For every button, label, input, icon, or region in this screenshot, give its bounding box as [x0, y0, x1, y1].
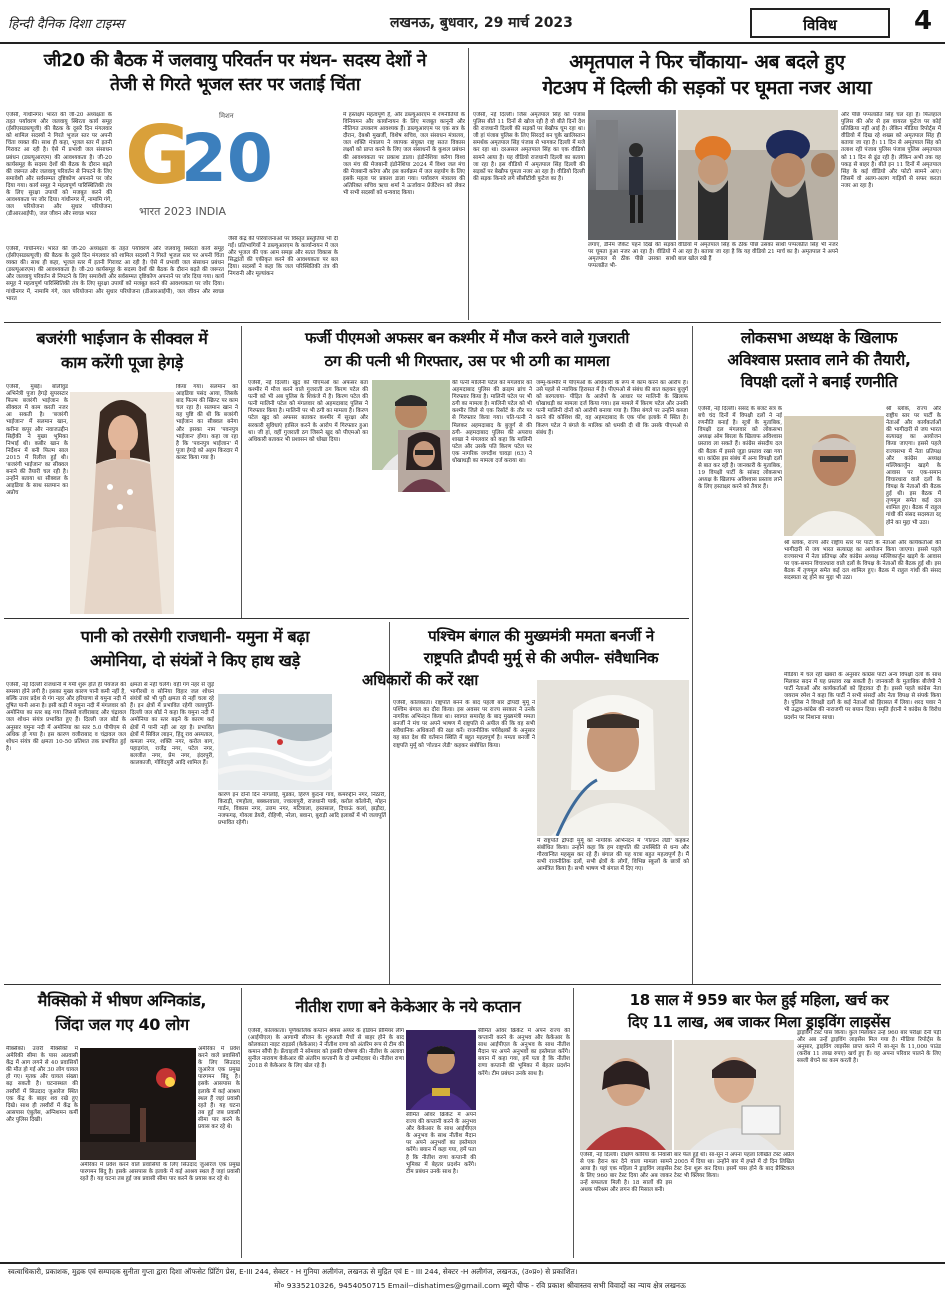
nitish-rana-photo [406, 1030, 476, 1110]
amritpal-body-col-3: वीडियो में अमृतपाल सिंह के ठीक पीछे उसका साथी पप्पलप्रीत सिंह भी नजर आ रहा है। बताया जा रहा है कि यह वीडियो 21 मार्च का है। अमृतपाल ने अपने बाल खोल रखे हैं [678, 242, 838, 263]
g20-body-col-3: में हस्तक्षेप महत्वपूर्ण हैं, और डब्ल्यूआरएम में रणनीतियों के विनियमन और कार्यान्वयन के लिए मजबूत कानूनी और नीतिगत उपकरण आवश्यक हैं। डब्ल्यूआरएम पर एक सत्र के दौरान, देबश्री मुखर्जी, विशेष सचिव, जल संसाधन मंत्रालय, जल शक्ति मंत्रालय ने व्यापक संयुक्त राष्ट्र सतत विकास लक्ष्यों को प्राप्त करने के लिए जल संसाधनों के कुशल प्रबंधन की आवश्यकता पर प्रकाश डाला। इंडोनेशिया करेगा विश्व जल मंच की मेजबानी इंडोनेशिया 2024 में विश्व जल मंच की मेजबानी करेगा और इस कार्यक्रम में जल सहयोग के लिए इसके महत्व पर प्रकाश डाला गया। पर्यावरण मंत्रालय की अतिरिक्त सचिव ऋचा शर्मा ने ऊर्जावान प्रेजेंटेशन को लेकर भी सभी सदस्यों को धन्यवाद किया। [343, 112, 465, 197]
column-rule [468, 48, 469, 320]
bajrangi-body-col-2: किया गया। सलमान को आइडिया पसंद आया, जिसके बाद फिल्म की स्क्रिप्ट पर काम चल रहा है। सलमान खान ने यह पुष्टि की थी कि बजरंगी भाईजान का सीक्वल बनेगा और इसका नाम 'पवनपुत्र भाईजान' होगा। कहा जा रहा है कि 'पवनपुत्र भाईजान' में पूजा हेगड़े को अहम किरदार में कास्ट किया गया है। [176, 384, 238, 461]
cha-sa-soon-photo-2 [674, 1040, 794, 1150]
loksabha-body-col-2-top: श्री ब्लॉक, राज्य और राष्ट्रीय स्तर पर पार्टी के नेताओं और कार्यकर्ताओं की भागीदारी से जय भारत सत्याग्रह का आयोजन किया जाएगा। इससे पहले राज्यसभा में नेता प्रतिपक्ष और कांग्रेस अध्यक्ष मल्लिकार्जुन खड़गे के आवास पर एक-समान विचारधारा वाले दलों के विपक्ष के नेताओं की बैठक हुई थी। इस बैठक में तृणमूल समेत कई दल शामिल हुए। बैठक में राहुल गांधी की संसद सदस्यता रद्द होने का मुद्दा भी उठा। [886, 406, 941, 526]
section-rule [4, 618, 689, 619]
amritpal-headline-line-1: अमृतपाल ने फिर चौंकाया- अब बदले हुए [569, 51, 845, 73]
mexico-headline-line-1: मैक्सिको में भीषण अग्निकांड, [37, 991, 207, 1010]
page-number: 4 [913, 6, 933, 36]
license-body-col-2: बार फेल हुई थी। सा-सून ने अपना पहला लिखित टेस्ट अप्रैल 2005 में दिया था। उन्होंने बार में हफ्ते में दो दिन लिखित टेस्ट देना शुरू कर दिया। इसमें पास होने के बाद प्रैक्टिकल टेस्ट भी क्लियर किया। [674, 1152, 794, 1180]
mamata-headline-line-3: अधिकारों की करें रक्षा [362, 671, 478, 689]
loksabha-headline-line-1: लोकसभा अध्यक्ष के खिलाफ [740, 329, 898, 347]
license-body-col-1: एजेंसी, नई दिल्ली। दक्षिण कोरिया के निवासी से एक हैरान कर देने वाला मामला सामने आया है। यहां एक महिला ने ड्राइविंग लाइसेंस के लिए 960 बार टेस्ट दिया और अब जाकर उन्हें सफलता मिली है। 18 सालों की इस अथक परिश्रम और लगन की मिसाल बनी। [580, 1152, 672, 1194]
pmo-headline-line-2: ठग की पत्नी भी गिरफ्तार, उस पर भी ठगी का मामला [324, 352, 610, 370]
mamata-body-col-1: एजेंसी, कोलकाता। राष्ट्रपति बनने के बाद पहली बार द्रौपदी मुर्मू ने पश्चिम बंगाल का दौरा किया। इस अवसर पर राज्य सरकार ने उनके नागरिक अभिनंदन किया था। स्वागत समारोह के बाद मुख्यमंत्री ममता बनर्जी ने मंच पर अपने भाषण में राष्ट्रपति से अपील की कि वह सभी संवैधानिक अधिकारों की रक्षा करें। राजनीतिक पर्यवेक्षकों के अनुसार यह बात देश की वर्तमान स्थिति में बहुत महत्वपूर्ण है। ममता बनर्जी ने राष्ट्रपति मुर्मू को 'गोल्डन लेडी' कहकर संबोधित किया। [393, 700, 535, 749]
column-rule [241, 988, 242, 1258]
pooja-hegde-photo [70, 392, 174, 614]
mexico-fire-photo [80, 1048, 196, 1160]
loksabha-headline-line-3: विपक्षी दलों ने बनाई रणनीति [740, 373, 898, 391]
bajrangi-headline-line-1: बजरंगी भाईजान के सीक्वल में [36, 329, 208, 348]
g20-body-col-1b: एजेंसी, गांधीनगर। भारत की जी-20 अध्यक्षता के तहत पर्यावरण और जलवायु स्थिरता कार्य समूह (ईसीएसडब्ल्यूजी) की बैठक के दूसरे दिन मंगलवार को शामिल सदस्यों ने गिरते भूजल स्तर पर अपनी चिंता व्यक्त की। साथ ही कहा, भूजल स्तर में इतनी गिरावट आ रही है। ऐसे में प्रभावी जल संसाधन प्रबंधन (डब्ल्यूआरएम) की आवश्यकता है। जी-20 कार्यसमूह के सदस्य देशों की बैठक के दौरान बढ़ते की जरूरत और जलवायु परिवर्तन से निपटने के लिए समावेशी और सर्वसम्मत दृष्टिकोण अपनाने पर जोर दिया गया। कार्य समूह ने महत्वपूर्ण पारिस्थितिकी तंत्र के लिए सुरक्षा उपायों को मजबूत करने की आवश्यकता पर जोर दिया। गांधीनगर में, नामामि गंगे, जल परियोजना और सुधार परियोजना (डीआरआईपी), जल जीवन और स्वच्छ भारत [6, 246, 224, 302]
loksabha-body-col-2: श्री ब्लॉक, राज्य और राष्ट्रीय स्तर पर पार्टी के नेताओं और कार्यकर्ताओं की भागीदारी से जय भारत सत्याग्रह का आयोजन किया जाएगा। इससे पहले राज्यसभा में नेता प्रतिपक्ष और कांग्रेस अध्यक्ष मल्लिकार्जुन खड़गे के आवास पर एक-समान विचारधारा वाले दलों के विपक्ष के नेताओं की बैठक हुई थी। इस बैठक में तृणमूल समेत कई दल शामिल हुए। बैठक में राहुल गांधी की संसद सदस्यता रद्द होने का मुद्दा भी उठा। [784, 540, 941, 582]
amritpal-headline-line-2: गेटअप में दिल्ली की सड़कों पर घूमता नजर आया [542, 77, 872, 99]
pmo-body-col-3: जम्मू-कश्मीर में पीएमओ के अधिकारी के रूप में काम करने का आरोप है। उसे पहले से न्यायिक हिरासत में है। पीएमओ से संबंध की बात कहकर बुजुर्ग को बरगलाया- पीड़ित के आरोपों के आधार पर मालिनी के खिलाफ धोखाधड़ी का मामला दर्ज किया गया। इस मामले में किरण पटेल और उनकी पत्नी मालिनी दोनों को आरोपी बनाया गया है। जिस बंगले पर उन्होंने कब्जा करने की कोशिश की, वह अहमदाबाद के एक पॉश इलाके में स्थित है। किरण पटेल ने बंगले के मालिक को धमकी दी थी कि उसके पीएमओ से संबंध हैं। [536, 380, 688, 436]
g20-logo [119, 109, 273, 230]
yamuna-body-col-2: क्षमता से नहीं चलेंगे। वहीं गंग नहर से जुड़े भागीरथी व सोनिया विहार जल शोधन संयंत्रों को भी पूरी क्षमता से नहीं चला रहे हैं। इन क्षेत्रों में प्रभावित रहेगी जलापूर्ति- दिल्ली जल बोर्ड ने कहा कि यमुना नदी में अमोनिया का स्तर बढ़ने के कारण कई क्षेत्रों में पानी नहीं आ रहा है। प्रभावित क्षेत्रों में सिविल लाइन, हिंदू राव अस्पताल, कमला नगर, शक्ति नगर, करोल बाग, पहाड़गंज, राजेंद्र नगर, पटेल नगर, बलजीत नगर, प्रेम नगर, इंदरपुरी, कालकाजी, गोविंदपुरी आदि शामिल हैं। [130, 682, 214, 767]
om-birla-photo [784, 416, 884, 536]
bajrangi-body-col-1: एजेंसी, मुंबई। बॉलीवुड अभिनेत्री पूजा हेगड़े सुपरस्टार फिल्म बजरंगी भाईजान के सीक्वल में काम करती नजर आ सकती है। 'बजरंगी भाईजान' में सलमान खान, करीना कपूर और नवाजउद्दीन सिद्दीकी ने मुख्य भूमिका निभाई थी। कबीर खान के निर्देशन में बनी फिल्म साल 2015 में रिलीज हुई थी। 'बजरंगी भाईजान' का सीक्वल बनाने की तैयारी चल रही है। उन्होंने बताया था सीक्वल के आइडिया के साथ सलमान का अप्रोच [6, 384, 68, 497]
g20-logo-mission-text: मिशन [219, 112, 234, 120]
masthead [0, 0, 945, 44]
bajrangi-headline-line-2: काम करेंगी पूजा हेगड़े [61, 353, 183, 372]
license-body-col-3: ड्राइविंग टेस्ट पास किया। कुल मिलाकर उन्हें 960 बार परीक्षा देनी पड़ी और अब उन्हें ड्राइविंग लाइसेंस मिल गया है। मीडिया रिपोर्ट्स के अनुसार, ड्राइविंग लाइसेंस प्राप्त करने में सा-सून के 11,000 पाउंड (करीब 11 लाख रुपए) खर्च हुए हैं। वह अपना परिवार पालने के लिए सब्जी बेचने का काम करती है। [797, 1030, 941, 1065]
mexico-body-col-1: मैक्सिको। उत्तरी मैक्सिको में अमेरिकी सीमा के पास अप्रवासी केंद्र में आग लगने से 40 प्रवासियों की मौत हो गई और 30 लोग घायल हो गए। मृतक और घायल संख्या बढ़ सकती है। घटनास्थल की तस्वीरों में सिउदाद जुआरेज स्थित एक केंद्र के बाहर शव रखे हुए दिखे। साथ ही तस्वीरों में केंद्र के आसपास एंबुलेंस, अग्निशमन कर्मी और पुलिस दिखी। [6, 1046, 78, 1123]
amritpal-body-col-4: और पीछे पप्पलप्रीत सिंह चल रहा है। फिलहाल पुलिस की ओर से इस वायरल फुटेज पर कोई प्रतिक्रिया नहीं आई है। लेकिन मीडिया रिपोर्ट्स में वीडियो में दिख रहे शख्स को अमृतपाल सिंह ही बताया जा रहा है। 11 दिन से अमृतपाल सिंह को तलाश रही पंजाब पुलिस पंजाब पुलिस अमृतपाल को 11 दिन से ढूंढ रही है। लेकिन अभी तक वह पकड़ से बाहर है। बीते इन 11 दिनों में अमृतपाल सिंह के कई वीडियो और फोटो सामने आए। जिसमें वो अलग-अलग गाड़ियों से सफर करता नजर आ रहा है। [841, 112, 941, 189]
nitish-body-col-2a: सीमित ओवर क्रिकेट में अपने राज्य की कप्तानी करने के अनुभव और केकेआर के साथ आईपीएल के अनुभव के साथ नीतीश मैदान पर अपने अनुभवों का इस्तेमाल करेंगे। बयान में कहा गया, हमें पता है कि नीतीश राणा कप्तानी की भूमिका में बेहतर प्रदर्शन करेंगे। टीम प्रबंधन उनके साथ है। [406, 1112, 476, 1175]
mamata-body-col-2: में राष्ट्रपति द्रौपदी मुर्मू को नागरिक अभिनंदन में 'गोल्डन लेडी' कहकर संबोधित किया। उन्होंने कहा कि हम राष्ट्रपति की उपस्थिति से धन्य और गौरवान्वित महसूस कर रहे हैं। बंगाल की यह यात्रा बहुत महत्वपूर्ण है। मैं सभी राजनीतिक दलों, सभी क्षेत्रों के लोगों, विभिन्न स्कूलों के छात्रों को आमंत्रित किया है। सभी भाषण भी बंगाल में दिए गए। [537, 838, 689, 873]
newspaper-name: हिन्दी दैनिक दिशा टाइम्स [8, 17, 125, 32]
mexico-headline-line-2: जिंदा जल गए 40 लोग [55, 1015, 189, 1034]
loksabha-body-col-3: मीडिया में चल रही खबरों के अनुसार कांग्रेस पार्टी अन्य विपक्षी दलों के साथ मिलकर सदन में यह प्रस्ताव रख सकती है। जानकारी के मुताबिक बीजेपी ने पार्टी नेताओं और कार्यकर्ताओं को हिदायत दी है। इससे पहले कांग्रेस नेता जयराम रमेश ने कहा कि पार्टी ने सभी संसदों और नेता विपक्ष से संपर्क किया है। पुलिस ने विपक्षी दलों के कई नेताओं को हिरासत में लिया। शरद पवार ने भी उद्धव-कांग्रेस की नाराजगी पर बयान दिया। स्मृति ईरानी ने कांग्रेस के विरोध प्रदर्शन पर निशाना साधा। [784, 672, 941, 721]
g20-body-col-2: जैसी केंद्र की परियोजनाओं पर विस्तृत प्रस्तुतियां भी दी गईं। प्रतिभागियों ने डब्ल्यूआरएम के कार्यान्वयन में जल और भूजल की एक आम समझ और सतत विकास के सिद्धांतों की एकीकृत करने की आवश्यकता पर बल दिया। सदस्यों ने कहा कि जल परिस्थितिकी तंत्र की निगरानी और मूल्यांकन [228, 236, 338, 278]
mexico-body-col-2-top: अमेरिका में प्रवेश करने वाले प्रवासियों के लिए सिउदाद जुआरेज एक प्रमुख पारगमन बिंदु है। इसके आसपास के इलाके में कई आश्रय स्थल हैं जहां प्रवासी रहते हैं। यह घटना तब हुई जब प्रवासी सीमा पार करने के प्रयास कर रहे थे। [198, 1046, 240, 1131]
amritpal-cctv-photo [588, 110, 676, 240]
g20-headline-line-1: जी20 की बैठक में जलवायु परिवर्तन पर मंथन- सदस्य देशों ने [43, 51, 427, 71]
nitish-body-col-2: सीमित ओवर क्रिकेट में अपने राज्य की कप्तानी करने के अनुभव और केकेआर के साथ आईपीएल के अनुभव के साथ नीतीश मैदान पर अपने अनुभवों का इस्तेमाल करेंगे। बयान में कहा गया, हमें पता है कि नीतीश राणा कप्तानी की भूमिका में बेहतर प्रदर्शन करेंगे। टीम प्रबंधन उनके साथ है। [478, 1028, 570, 1077]
license-headline-line-1: 18 साल में 959 बार फेल हुई महिला, खर्च कर [629, 991, 889, 1009]
pmo-body-col-1: एजेंसी, नई दिल्ली। खुद को पीएमओ का अफसर बता कश्मीर में मौज करने वाले गुजराती ठग किरण पटेल की पत्नी को भी अब पुलिस के शिकंजे में है। किरण पटेल की पत्नी मालिनी पटेल को मंगलवार को अहमदाबाद पुलिस ने गिरफ्तार किया है। मालिनी पर भी ठगी का मामला है। किरण पटेल खुद को अफसर बताकर कश्मीर में सुरक्षा और सरकारी सुविधाएं हासिल करने के आरोप में गिरफ्तार हुआ था। जी हां, वहीं गुजराती ठग जिसने खुद को पीएमओ का अधिकारी बताकर भी प्रशासन को धोखा दिया। [248, 380, 368, 443]
g20-logo-g: G [125, 109, 191, 202]
yamuna-headline-line-2: अमोनिया, दो संयंत्रों ने किए हाथ खड़े [90, 651, 300, 670]
yamuna-body-col-3: कारण इन दोनों दिन नांगलोई, मुंडका, हिरण कुदना गांव, कमरुद्दीन नगर, निठारी, किराड़ी, रणहोला, बक्करवाला, ज्वालापुरी, राजधानी पार्क, करोल कॉलोनी, मोहन गार्डन, विकास नगर, उत्तम नगर, मटियाला, हस्तसाल, दिचाऊं कलां, झड़ौदा, नजफगढ़, गोयला डेयरी, रोहिणी, नरेला, बवाना, बुराड़ी आदि इलाकों में भी जलापूर्ति प्रभावित रहेगी। [218, 792, 386, 827]
column-rule [692, 326, 693, 984]
malini-patel-photo [398, 430, 450, 492]
mamata-banerjee-photo [537, 680, 689, 836]
yamuna-body-col-1: एजेंसी, नई दिल्ली राजधानी में गर्मी शुरू होते ही पेयजल की समस्या होने लगी है। इसका मुख्य कारण पानी कमी नहीं है, बल्कि उत्तर प्रदेश से गंग नहर और हरियाणा से यमुना नदी में दूषित पानी आना है। इसी कड़ी में यमुना नदी में मंगलवार को अमोनिया का स्तर बढ़ गया जिससे वजीराबाद और चंद्रावल जल शोधन संयंत्र प्रभावित हुए हैं। दिल्ली जल बोर्ड के अनुसार यमुना नदी में अमोनिया का स्तर 5.0 पीपीएम से अधिक हो गया है। इस कारण वजीराबाद व चंद्रावल जल शोधन संयंत्र की क्षमता 10-50 प्रतिशत तक प्रभावित हुई है। [6, 682, 126, 752]
column-rule [573, 988, 574, 1258]
mamata-headline-line-1: पश्चिम बंगाल की मुख्यमंत्री ममता बनर्जी ने [428, 627, 654, 645]
g20-logo-subtitle: भारत 2023 INDIA [139, 205, 227, 218]
g20-headline-line-2: तेजी से गिरते भूजल स्तर पर जताई चिंता [109, 75, 361, 95]
mamata-headline-line-2: राष्ट्रपति द्रौपदी मुर्मू से की अपील- संवैधानिक [423, 649, 659, 667]
section-rule [4, 984, 941, 985]
loksabha-headline-line-2: अविश्वास प्रस्ताव लाने की तैयारी, [727, 351, 911, 369]
section-box [750, 8, 890, 38]
nitish-headline: नीतीश राणा बने केकेआर के नये कप्तान [295, 997, 521, 1016]
footer-contact-line: मो० 9335210326, 9454050715 Email--dishatimes@gmail.com ब्यूरो चीफ - रवि प्रकाश श्रीवास्तव सभी विवादों का न्याय क्षेत्र लखनऊ [274, 1281, 686, 1290]
loksabha-body-col-1: एजेंसी, नई दिल्ली। संसद के बजट सत्र के बचे चंद दिनों में विपक्षी दलों ने नई रणनीति बनाई है। सूत्रों के मुताबिक, विपक्षी दल मंगलवार को लोकसभा अध्यक्ष ओम बिरला के खिलाफ अविश्वास प्रस्ताव ला सकते हैं। कांग्रेस संसदीय दल की बैठक में इससे जुड़ा प्रस्ताव रखा गया था। कांग्रेस इस संबंध में अन्य विपक्षी दलों से बात कर रही है। जानकारी के मुताबिक, 19 विपक्षी पार्टी के सांसद लोकसभा अध्यक्ष के खिलाफ अविश्वास प्रस्ताव लाने के लिए हस्ताक्षर करने को तैयार हैं। [698, 406, 782, 491]
pmo-headline-line-1: फर्जी पीएमओ अफसर बन कश्मीर में मौज करने वाले गुजराती [305, 329, 629, 347]
section-title: विविध [803, 16, 837, 34]
g20-logo-20: 20 [181, 120, 273, 197]
yamuna-river-photo [218, 694, 332, 790]
amritpal-body-col-1: एजेंसी, नई दिल्ली। जिस अमृतपाल सिंह को पंजाब पुलिस बीते 11 दिनों से खोज रही है वो बीते दिनों देश की राजधानी दिल्ली की सड़कों पर बेखौफ घूम रहा था। जी हां पंजाब पुलिस के लिए सिरदर्द बन चुके खालिस्तान समर्थक अमृतपाल सिंह पंजाब से भागकर दिल्ली में मजे कर रहा था। दरअसल अमृतपाल सिंह का एक वीडियो सामने आया है। यह वीडियो राजधानी दिल्ली का बताया जा रहा है। इस वीडियो में अमृतपाल सिंह दिल्ली की सड़कों पर बेखौफ घूमता नजर आ रहा है। वीडियो दिल्ली की सड़क किनारे लगे सीसीटीवी फुटेज का है। [473, 112, 585, 182]
column-rule [241, 326, 242, 618]
pmo-body-col-2: की पत्नी मालिनी पटेल को मंगलवार को अहमदाबाद पुलिस की क्राइम ब्रांच ने गिरफ्तार किया है। मालिनी पटेल पर भी ठगी का मामला है। मालिनी पटेल को भी कश्मीर जिले से एक रिसॉर्ट के तौर पर से गिरफ्तार किया गया। पति-पत्नी ने मिलकर अहमदाबाद के बुजुर्ग से की ठगी- अहमदाबाद पुलिस की अपराध शाखा ने मंगलवार को कहा कि मालिनी पटेल और उसके पति किरण पटेल पर एक नागरिक जगदीश चावड़ा (63) ने धोखाधड़ी का मामला दर्ज कराया था। [452, 380, 532, 465]
mexico-body-col-2: अमेरिका में प्रवेश करने वाले प्रवासियों के लिए सिउदाद जुआरेज एक प्रमुख पारगमन बिंदु है। इसके आसपास के इलाके में कई आश्रय स्थल हैं जहां प्रवासी रहते हैं। यह घटना तब हुई जब प्रवासी सीमा पार करने के प्रयास कर रहे थे। [80, 1162, 240, 1183]
section-rule [4, 322, 941, 323]
footer [0, 1262, 945, 1295]
license-headline-line-2: दिए 11 लाख, अब जाकर मिला ड्राइविंग लाइसेंस [627, 1013, 891, 1031]
nitish-body-col-1: एजेंसी, कोलकाता। पूर्णकालिक कप्तान श्रेयस अय्यर के इंडियन प्रीमियर लीग (आईपीएल) के आगामी सीजन के शुरुआती मैचों से बाहर होने के बाद कोलकाता नाइट राइडर्स (केकेआर) ने नीतीश राणा को अंतरिम रूप से टीम की कमान सौंपी है। फ्रेंचाइजी ने सोमवार को इसकी घोषणा की। नीतीश के अलावा सुनील नारायण केकेआर की अंतरिम कप्तानी के दो उम्मीदवार थे। नीतीश राणा 2018 से केकेआर के लिए खेल रहे हैं। [248, 1028, 404, 1070]
date-line: लखनऊ, बुधवार, 29 मार्च 2023 [390, 15, 573, 31]
footer-publisher-line: स्वत्वाधिकारी, प्रकाशक, मुद्रक एवं सम्पादक सुनीता गुप्ता द्वारा दिशा ऑफसेट प्रिंटिंग प्रेस, E-III 244, सेक्टर - H गुनिया अलीगंज, लखनऊ से मुद्रित एवं E - III 244, सेक्टर -H अलीगंज, लखनऊ, (उ०प्र०) से प्रकाशित। [8, 1267, 578, 1276]
amritpal-body-col-2: लगाए, डेनिम जैकेट पहने दिखें की सड़कों पर घूमता हुआ नजर आ रहा है। वीडियो में अमृतपाल से ठीक पीछे उसका साथी पप्पलप्रीत भी- [588, 242, 676, 270]
yamuna-headline-line-1: पानी को तरसेगी राजधानी- यमुना में बढ़ा [80, 627, 310, 646]
g20-body-col-1a: एजेंसी, गांधीनगर। भारत की जी-20 अध्यक्षता के तहत पर्यावरण और जलवायु स्थिरता कार्य समूह (ईसीएसडब्ल्यूजी) की बैठक के दूसरे दिन मंगलवार को शामिल सदस्यों ने गिरते भूजल स्तर पर अपनी चिंता व्यक्त की। साथ ही कहा, भूजल स्तर में इतनी गिरावट आ रही है। ऐसे में प्रभावी जल संसाधन प्रबंधन (डब्ल्यूआरएम) की आवश्यकता है। जी-20 कार्यसमूह के सदस्य देशों की बैठक के दौरान बढ़ते की जरूरत और जलवायु परिवर्तन से निपटने के लिए समावेशी और सर्वसम्मत दृष्टिकोण अपनाने पर जोर दिया गया। कार्य समूह ने महत्वपूर्ण पारिस्थितिकी तंत्र के लिए सुरक्षा उपायों को मजबूत करने की आवश्यकता पर जोर दिया। गांधीनगर में, नामामि गंगे, जल परियोजना और सुधार परियोजना (डीआरआईपी), जल जीवन और स्वच्छ भारत [6, 112, 112, 218]
amritpal-face-photo [678, 110, 838, 240]
cha-sa-soon-photo-1 [580, 1040, 672, 1150]
